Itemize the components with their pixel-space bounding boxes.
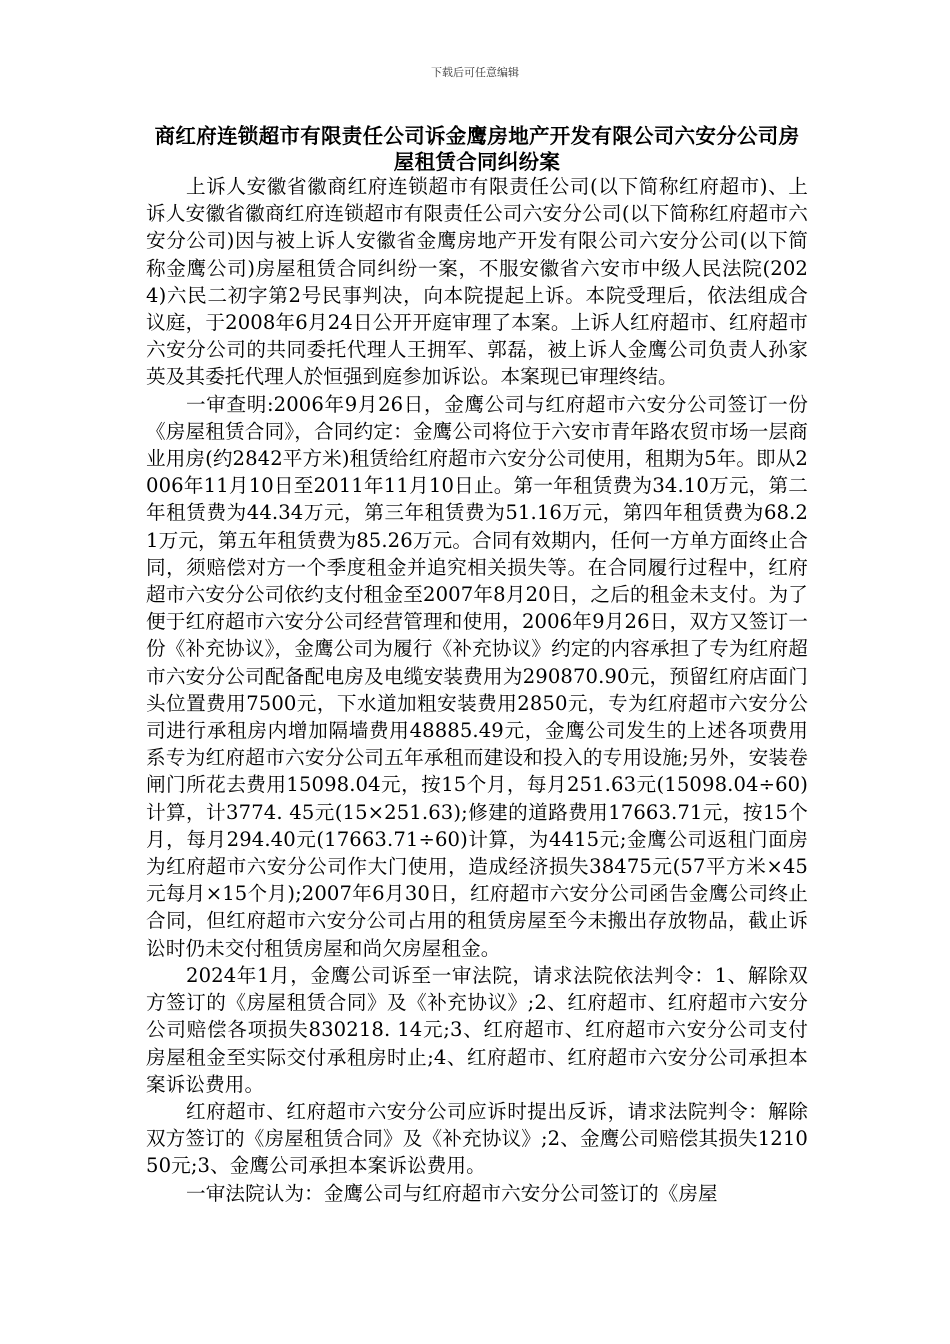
paragraph-appeal-intro: 上诉人安徽省徽商红府连锁超市有限责任公司(以下简称红府超市)、上诉人安徽省徽商红府连锁超市有限责任公司六安分公司(以下简称红府超市六安分公司)因与被上诉人安徽省金鹰房地产开发有限公司六安分公司(以下简称金鹰公司)房屋租赁合同纠纷一案，不服安徽省六安市中级人民法院(2024)六民二初字第2号民事判决，向本院提起上诉。本院受理后，依法组成合议庭，于2008年6月24日公开开庭审理了本案。上诉人红府超市、红府超市六安分公司的共同委托代理人王拥军、郭磊，被上诉人金鹰公司负责人孙家英及其委托代理人於恒强到庭参加诉讼。本案现已审理终结。 [146, 175, 808, 389]
document-body [146, 173, 808, 1207]
paragraph-court-opinion: 一审法院认为：金鹰公司与红府超市六安分公司签订的《房屋 [186, 1181, 718, 1205]
page-header-note: 下载后可任意编辑 [431, 66, 519, 79]
paragraph-counterclaim: 红府超市、红府超市六安分公司应诉时提出反诉，请求法院判令：解除双方签订的《房屋租赁合同》及《补充协议》;2、金鹰公司赔偿其损失121050元;3、金鹰公司承担本案诉讼费用。 [146, 1099, 808, 1178]
document-title: 商红府连锁超市有限责任公司诉金鹰房地产开发有限公司六安分公司房屋租赁合同纠纷案 [154, 124, 800, 174]
paragraph-first-instance-facts: 一审查明:2006年9月26日，金鹰公司与红府超市六安分公司签订一份《房屋租赁合同》，合同约定：金鹰公司将位于六安市青年路农贸市场一层商业用房(约2842平方米)租赁给红府超市六安分公司使用，租期为5年。即从2006年11月10日至2011年11月10日止。第一年租赁费为34.10万元，第二年租赁费为44.34万元，第三年租赁费为51.16万元，第四年租赁费为68.21万元，第五年租赁费为85.26万元。合同有效期内，任何一方单方面终止合同，须赔偿对方一个季度租金并追究相关损失等。在合同履行过程中，红府超市六安分公司依约支付租金至2007年8月20日，之后的租金未支付。为了便于红府超市六安分公司经营管理和使用，2006年9月26日，双方又签订一份《补充协议》，金鹰公司为履行《补充协议》约定的内容承担了专为红府超市六安分公司配备配电房及电缆安装费用为290870.90元，预留红府店面门头位置费用7500元，下水道加粗安装费用2850元，专为红府超市六安分公司进行承租房内增加隔墙费用48885.49元，金鹰公司发生的上述各项费用系专为红府超市六安分公司五年承租而建设和投入的专用设施;另外，安装卷闸门所花去费用15098.04元，按15个月，每月251.63元(15098.04÷60)计算，计3774. 45元(15×251.63);修建的道路费用17663.71元，按15个月，每月294.40元(17663.71÷60)计算，为4415元;金鹰公司返租门面房为红府超市六安分公司作大门使用，造成经济损失38475元(57平方米×45元每月×15个月);2007年6月30日，红府超市六安分公司函告金鹰公司终止合同，但红府超市六安分公司占用的租赁房屋至今未搬出存放物品，截止诉讼时仍未交付租赁房屋和尚欠房屋租金。 [146, 392, 809, 960]
paragraph-plaintiff-claims: 2024年1月，金鹰公司诉至一审法院，请求法院依法判令：1、解除双方签订的《房屋租赁合同》及《补充协议》;2、红府超市、红府超市六安分公司赔偿各项损失830218. 14元;3、红府超市、红府超市六安分公司支付房屋租金至实际交付承租房时止;4、红府超市、红府超市六安分公司承担本案诉讼费用。 [146, 963, 808, 1096]
